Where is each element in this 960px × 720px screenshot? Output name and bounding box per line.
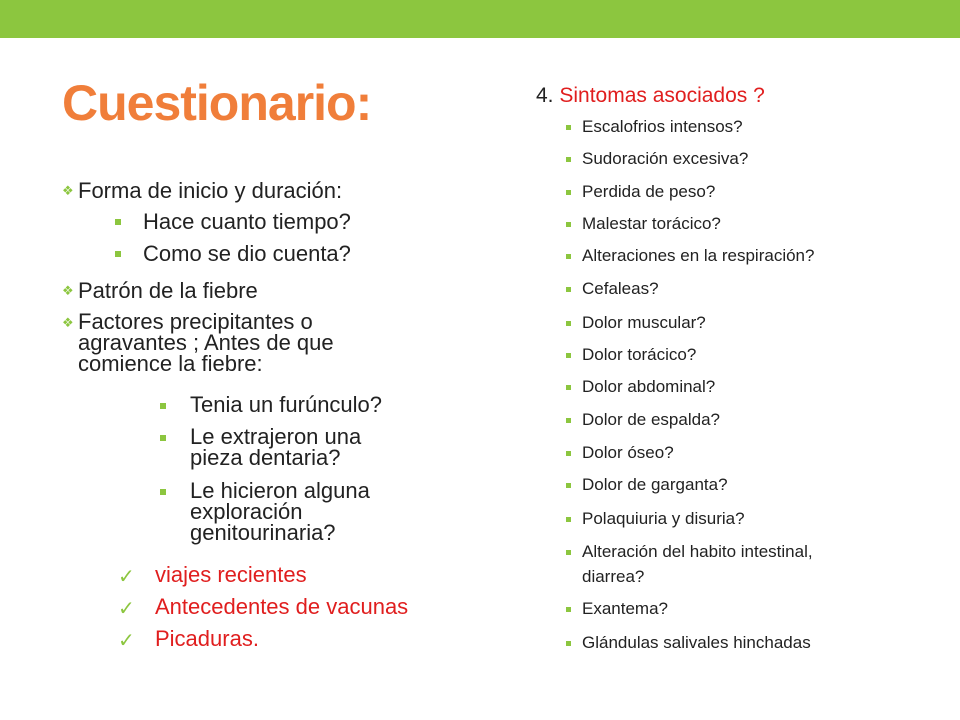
symptom-item: Dolor torácico?: [582, 345, 697, 364]
bullet-square-icon: [115, 219, 121, 225]
symptom-item: Perdida de peso?: [582, 182, 716, 201]
bullet-square-icon: [160, 489, 166, 495]
question-factors-line: comience la fiebre:: [78, 351, 263, 376]
bullet-square-icon: [566, 641, 571, 646]
symptom-item: Alteración del habito intestinal,: [582, 542, 813, 561]
bullet-square-icon: [566, 321, 571, 326]
bullet-square-icon: [566, 385, 571, 390]
symptom-item: Alteraciones en la respiración?: [582, 246, 815, 265]
sub-question: Como se dio cuenta?: [143, 241, 351, 266]
bullet-square-icon: [160, 403, 166, 409]
bullet-star-icon: ❖: [62, 315, 74, 330]
top-accent-bar: [0, 0, 960, 38]
bullet-square-icon: [566, 287, 571, 292]
check-item: Antecedentes de vacunas: [155, 594, 409, 619]
symptom-item: Escalofrios intensos?: [582, 117, 743, 136]
bullet-square-icon: [566, 517, 571, 522]
sub-question: Tenia un furúnculo?: [190, 392, 383, 417]
checkmark-icon: ✓: [118, 566, 135, 588]
symptom-item: Polaquiuria y disuria?: [582, 509, 745, 528]
symptom-item: Sudoración excesiva?: [582, 149, 749, 168]
bullet-star-icon: ❖: [62, 183, 74, 198]
sub-question: pieza dentaria?: [190, 445, 341, 470]
bullet-square-icon: [566, 254, 571, 259]
bullet-square-icon: [566, 125, 571, 130]
symptom-item: Dolor de garganta?: [582, 475, 728, 494]
bullet-star-icon: ❖: [62, 283, 74, 298]
symptom-item: Glándulas salivales hinchadas: [582, 633, 811, 652]
symptom-item: Dolor óseo?: [582, 443, 674, 462]
heading-text: Sintomas asociados ?: [559, 84, 765, 107]
bullet-square-icon: [566, 418, 571, 423]
symptom-item: Dolor muscular?: [582, 313, 706, 332]
question-factors-line: Factores precipitantes o: [78, 309, 313, 334]
symptom-item: diarrea?: [582, 567, 645, 586]
sub-question: Le extrajeron una: [190, 424, 362, 449]
bullet-square-icon: [566, 483, 571, 488]
sub-question: Le hicieron alguna: [190, 478, 370, 503]
bullet-square-icon: [160, 435, 166, 441]
bullet-square-icon: [566, 190, 571, 195]
question-onset: Forma de inicio y duración:: [78, 178, 343, 203]
heading-number: 4.: [536, 84, 554, 107]
question-fever-pattern: Patrón de la fiebre: [78, 278, 258, 303]
bullet-square-icon: [566, 222, 571, 227]
check-item: viajes recientes: [155, 562, 307, 587]
symptoms-heading: [536, 84, 765, 108]
symptom-item: Dolor de espalda?: [582, 410, 720, 429]
symptom-item: Malestar torácico?: [582, 214, 721, 233]
sub-question: genitourinaria?: [190, 520, 336, 545]
checkmark-icon: ✓: [118, 598, 135, 620]
bullet-square-icon: [566, 451, 571, 456]
bullet-square-icon: [566, 353, 571, 358]
check-item: Picaduras.: [155, 626, 259, 651]
bullet-square-icon: [566, 157, 571, 162]
symptom-item: Dolor abdominal?: [582, 377, 716, 396]
bullet-square-icon: [115, 251, 121, 257]
symptom-item: Exantema?: [582, 599, 668, 618]
slide-title: Cuestionario:: [62, 75, 372, 131]
question-factors-line: agravantes ; Antes de que: [78, 330, 334, 355]
checkmark-icon: ✓: [118, 630, 135, 652]
sub-question: Hace cuanto tiempo?: [143, 209, 351, 234]
bullet-square-icon: [566, 607, 571, 612]
bullet-square-icon: [566, 550, 571, 555]
sub-question: exploración: [190, 499, 303, 524]
symptom-item: Cefaleas?: [582, 279, 659, 298]
